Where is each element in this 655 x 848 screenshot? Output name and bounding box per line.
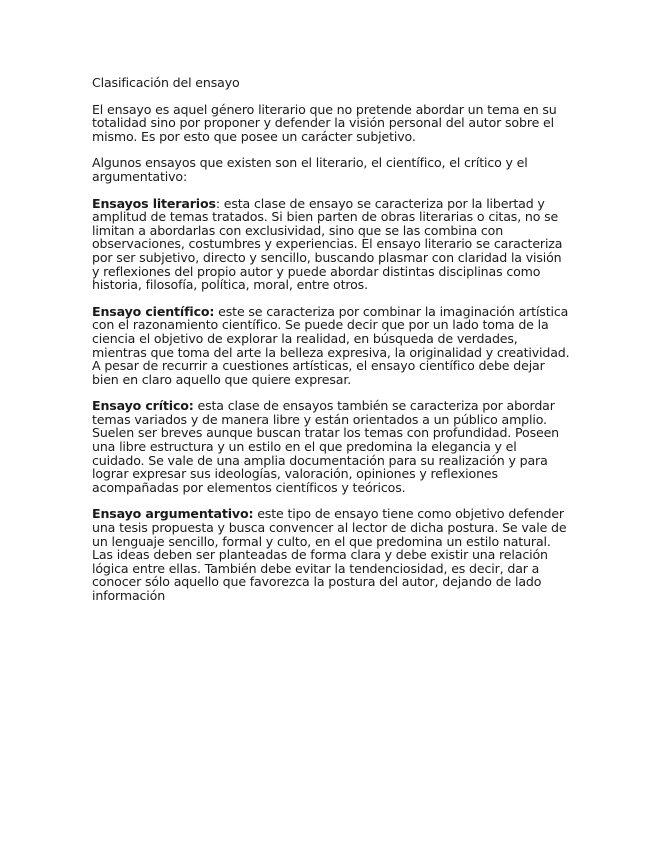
section-text: : esta clase de ensayo se caracteriza por la libertad y amplitud de temas tratados. Si bien parten de obras literarias o citas, no se limitan a abordarlas con exclusividad, sino que se las combina con observaciones, costumbres y experiencias. El ensayo literario se caracteriza por ser subjetivo, directo y sencillo, buscando plasmar con claridad la visión y reflexiones del propio autor y puede abordar distintas disciplinas como historia, filosofía, política, moral, entre otros. bbox=[92, 195, 563, 293]
section-text: este tipo de ensayo tiene como objetivo defender una tesis propuesta y busca convencer al lector de dicha postura. Se vale de un lenguaje sencillo, formal y culto, en el que predomina un estilo natural. Las ideas deben ser planteadas de forma clara y debe existir una relación lógica entre ellas. También debe evitar la tendenciosidad, es decir, dar a conocer sólo aquello que favorezca la postura del autor, dejando de lado información bbox=[92, 506, 567, 603]
section-text: este se caracteriza por combinar la imaginación artística con el razonamiento científico. Se puede decir que por un lado toma de la ciencia el objetivo de explorar la realidad, en búsqueda de verdades, mientras que toma del arte la belleza expresiva, la originalidad y creatividad. A pesar de recurrir a cuestiones artísticas, el ensayo científico debe dejar bien en claro aquello que quiere expresar. bbox=[92, 303, 570, 387]
document-page bbox=[92, 76, 572, 616]
section-argumentative bbox=[92, 507, 572, 602]
types-intro-paragraph: Algunos ensayos que existen son el literario, el científico, el crítico y el argumentativo: bbox=[92, 155, 528, 184]
section-scientific bbox=[92, 305, 572, 387]
section-literary bbox=[92, 197, 572, 292]
section-heading: Ensayos literarios bbox=[92, 195, 216, 211]
section-heading: Ensayo científico: bbox=[92, 303, 215, 319]
intro-paragraph: El ensayo es aquel género literario que no pretende abordar un tema en su totalidad sino por proponer y defender la visión personal del autor sobre el mismo. Es por esto que posee un carácter subjetivo. bbox=[92, 101, 557, 144]
section-heading: Ensayo crítico: bbox=[92, 398, 194, 414]
section-heading: Ensayo argumentativo: bbox=[92, 506, 254, 522]
document-title: Clasificación del ensayo bbox=[92, 75, 240, 90]
section-text: esta clase de ensayos también se caracteriza por abordar temas variados y de manera libre y están orientados a un público amplio. Suelen ser breves aunque buscan tratar los temas con profundidad. Poseen una libre estructura y un estilo en el que predomina la elegancia y el cuidado. Se vale de una amplia documentación para su realización y para lograr expresar sus ideologías, valoración, opiniones y reflexiones acompañadas por elementos científicos y teóricos. bbox=[92, 398, 560, 495]
section-critical bbox=[92, 399, 572, 494]
